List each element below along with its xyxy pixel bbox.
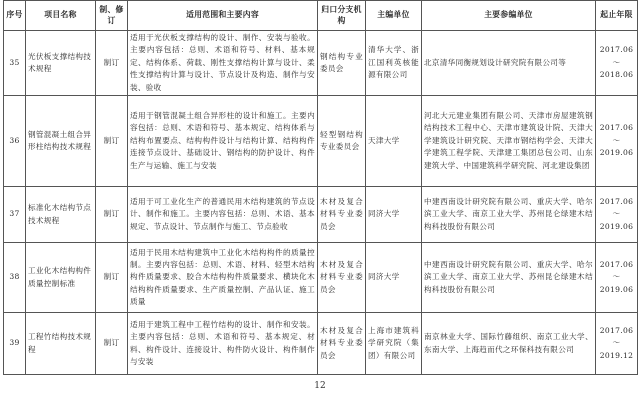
row-project-name: 钢管混凝土组合异形柱结构技术规程 (26, 96, 96, 187)
header-participants: 主要参编单位 (422, 1, 596, 31)
row-type: 制订 (96, 31, 128, 96)
row-period (596, 96, 638, 187)
header-period: 起止年限 (596, 1, 638, 31)
period-tilde: ～ (612, 57, 621, 67)
row-seq: 36 (4, 96, 26, 187)
row-editor: 同济大学 (366, 187, 422, 243)
row-seq: 35 (4, 31, 26, 96)
row-branch: 木材及复合材料专业委员会 (318, 187, 366, 243)
row-branch: 钢结构专业委员会 (318, 31, 366, 96)
row-participants: 河北大元建业集团有限公司、天津市房屋建筑钢结构技术工程中心、天津市建筑设计院、天津大学建筑设计研究院、天津市钢结构学会、天津大学建筑工程学院、天津建工集团总包公司、山东建筑大学、中国建筑科学研究院、河北建设集团 (422, 96, 596, 187)
row-editor: 清华大学、浙江国利英核能源有限公司 (366, 31, 422, 96)
row-project-name: 标准化木结构节点技术规程 (26, 187, 96, 243)
table-row (4, 243, 638, 313)
period-end: 2018.06 (599, 70, 634, 80)
row-branch: 木材及复合材料专业委员会 (318, 243, 366, 313)
table-row (4, 187, 638, 243)
header-branch: 归口分支机构 (318, 1, 366, 31)
row-project-name: 工程竹结构技术规程 (26, 313, 96, 375)
row-scope: 适用于建筑工程中工程竹结构的设计、制作和安装。主要内容包括：总则、术语和符号、基本规定、材料、构件设计、连接设计、构件防火设计、构件制作与安装 (128, 313, 318, 375)
row-type: 制订 (96, 96, 128, 187)
period-tilde: ～ (612, 272, 621, 282)
table-row (4, 313, 638, 375)
header-editor: 主编单位 (366, 1, 422, 31)
header-name: 项目名称 (26, 1, 96, 31)
page-number: 12 (314, 381, 326, 391)
row-scope: 适用于光伏板支撑结构的设计、制作、安装与验收。主要内容包括：总则、术语和符号、材料、基本规定、结构体系、荷载、刚性支撑结构计算与设计、柔性支撑结构计算与设计、节点设计及构造、制作与安装、验收 (128, 31, 318, 96)
row-period (596, 243, 638, 313)
period-tilde: ～ (612, 338, 621, 348)
row-branch: 木材及复合材料专业委员会 (318, 313, 366, 375)
row-seq: 39 (4, 313, 26, 375)
row-branch: 轻型钢结构专业委员会 (318, 96, 366, 187)
row-type: 制订 (96, 243, 128, 313)
row-seq: 37 (4, 187, 26, 243)
row-editor: 上海市建筑科学研究院（集团）有限公司 (366, 313, 422, 375)
period-start: 2017.06 (599, 45, 634, 55)
period-end: 2019.12 (599, 350, 634, 360)
standards-table (3, 0, 638, 375)
row-period (596, 31, 638, 96)
period-start: 2017.06 (599, 123, 634, 133)
table-header-row (4, 1, 638, 31)
row-participants: 中建西南设计研究院有限公司、重庆大学、哈尔滨工业大学、南京工业大学、苏州昆仑绿建木结构科技股份有限公司 (422, 187, 596, 243)
table-row (4, 96, 638, 187)
row-participants: 中建西南设计研究院有限公司、重庆大学、哈尔滨工业大学、南京工业大学、苏州昆仑绿建木结构科技股份有限公司 (422, 243, 596, 313)
header-scope: 适用范围和主要内容 (128, 1, 318, 31)
row-scope: 适用于钢管混凝土组合异形柱的设计和施工。主要内容包括：总则、术语和符号、基本规定、结构体系与结构布置要点、结构构件设计与结构计算、结构构件连接节点设计、基础设计、钢结构的防护设计、构件生产与运输、施工与安装 (128, 96, 318, 187)
period-tilde: ～ (612, 135, 621, 145)
row-seq: 38 (4, 243, 26, 313)
row-project-name: 工业化木结构构件质量控制标准 (26, 243, 96, 313)
period-end: 2019.06 (599, 284, 634, 294)
row-editor: 同济大学 (366, 243, 422, 313)
period-start: 2017.06 (599, 196, 634, 206)
period-end: 2019.06 (599, 221, 634, 231)
row-period (596, 313, 638, 375)
period-start: 2017.06 (599, 325, 634, 335)
period-end: 2019.06 (599, 148, 634, 158)
table-row (4, 31, 638, 96)
row-project-name: 光伏板支撑结构技术规程 (26, 31, 96, 96)
period-start: 2017.06 (599, 259, 634, 269)
row-type: 制订 (96, 187, 128, 243)
header-seq: 序号 (4, 1, 26, 31)
row-period (596, 187, 638, 243)
row-editor: 天津大学 (366, 96, 422, 187)
row-type: 制订 (96, 313, 128, 375)
row-scope: 适用于可工业化生产的普通民用木结构建筑的节点设计、制作和施工。主要内容包括：总则、术语、基本规定、节点设计、节点制作与施工、节点验收 (128, 187, 318, 243)
row-participants: 北京清华同衡规划设计研究院有限公司等 (422, 31, 596, 96)
row-participants: 南京林业大学、国际竹藤组织、南京工业大学、东南大学、上海趋而代之环保科技有限公司 (422, 313, 596, 375)
header-type: 制、修订 (96, 1, 128, 31)
period-tilde: ～ (612, 209, 621, 219)
row-scope: 适用于民用木结构建筑中工业化木结构构件的质量控制。主要内容包括：总则、术语、材料、轻型木结构构件质量要求、胶合木结构构件质量要求、横块化木结构构件质量要求、生产质量控制、产品认证、施工质量 (128, 243, 318, 313)
